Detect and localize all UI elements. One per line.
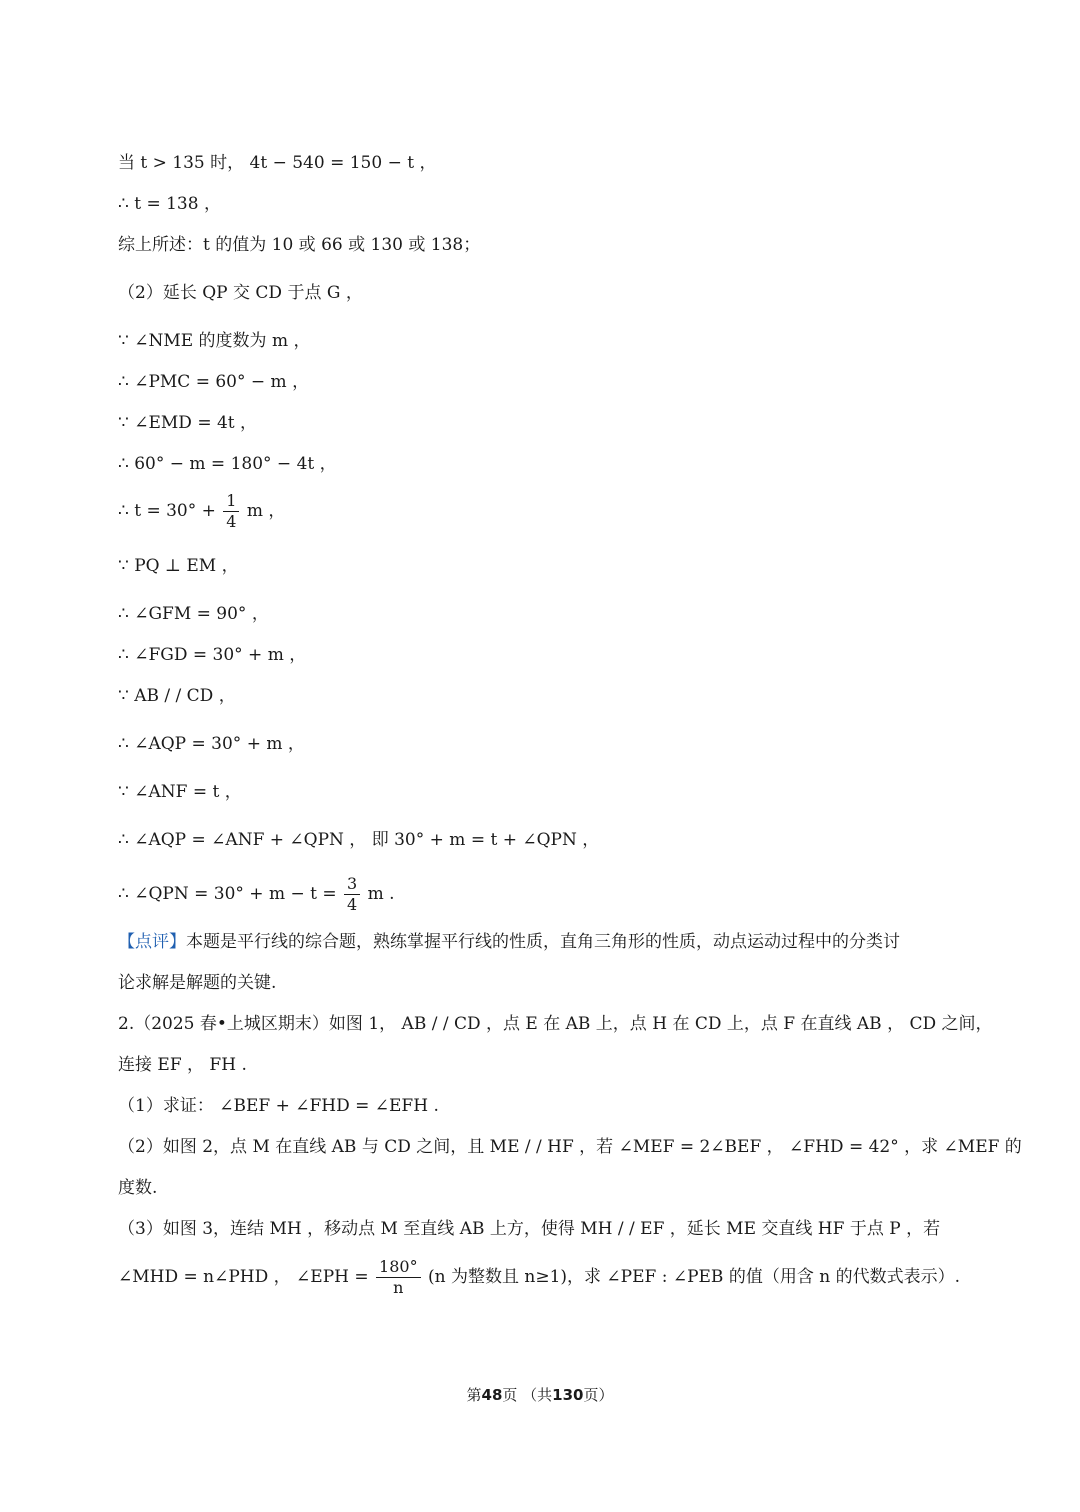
comment-tag: 【点评】 [118,932,186,952]
fraction-numerator: 180° [376,1257,421,1278]
fraction [223,491,239,532]
question-line: 2.（2025 春•上城区期末）如图 1， AB / / CD ，点 E 在 AB 上，点 H 在 CD 上，点 F 在直线 AB ， CD 之间， [118,1014,993,1034]
solution-line: ∵ AB / / CD ， [118,686,236,706]
solution-line: （2）延长 QP 交 CD 于点 G ， [118,283,363,303]
footer-prefix: 第 [466,1386,482,1404]
solution-line: ∵ ∠NME 的度数为 m ， [118,331,311,351]
line-text: ∴ ∠QPN = 30° + m − t = [118,884,337,904]
solution-line: ∵ PQ ⊥ EM ， [118,556,239,576]
fraction-numerator: 1 [223,491,239,512]
solution-line-fraction [118,868,970,920]
fraction [376,1257,421,1298]
question-line: （1）求证： ∠BEF + ∠FHD = ∠EFH . [118,1096,439,1116]
question-line: （2）如图 2，点 M 在直线 AB 与 CD 之间，且 ME / / HF ，若 ∠MEF = 2∠BEF ， ∠FHD = 42° ，求 ∠MEF 的 [118,1137,1022,1157]
comment-text: 本题是平行线的综合题，熟练掌握平行线的性质，直角三角形的性质，动点运动过程中的分类讨 [186,932,900,952]
solution-line: ∵ ∠ANF = t ， [118,782,242,802]
fraction-denominator: 4 [226,512,237,531]
solution-line: ∴ ∠AQP = 30° + m ， [118,734,305,754]
fraction-denominator: n [393,1278,404,1297]
comment-line: 论求解是解题的关键. [118,973,277,993]
question-line: （3）如图 3，连结 MH ，移动点 M 至直线 AB 上方，使得 MH / / EF ，延长 ME 交直线 HF 于点 P ，若 [118,1219,941,1239]
fraction-denominator: 4 [347,895,358,914]
page-footer [0,1384,1080,1406]
fraction-numerator: 3 [344,874,360,895]
solution-line: 综上所述：t 的值为 10 或 66 或 130 或 138； [118,235,481,255]
line-text: m ， [246,501,286,521]
solution-line-fraction [118,485,970,537]
line-text: m . [367,884,395,904]
solution-line: ∵ ∠EMD = 4t ， [118,413,258,433]
fraction [344,874,360,915]
solution-line: ∴ 60° − m = 180° − 4t ， [118,454,337,474]
page-number: 48 [481,1386,503,1404]
solution-line: ∴ ∠AQP = ∠ANF + ∠QPN ， 即 30° + m = t + ∠QPN ， [118,830,600,850]
comment-line [118,929,970,955]
line-text: ∴ t = 30° + [118,501,216,521]
solution-line: ∴ ∠PMC = 60° − m ， [118,372,310,392]
solution-line: ∴ t = 138 ， [118,194,221,214]
question-line-fraction [118,1251,970,1303]
footer-suffix: 页） [583,1386,614,1404]
question-line: 连接 EF ， FH . [118,1055,247,1075]
solution-line: ∴ ∠FGD = 30° + m ， [118,645,307,665]
solution-line: ∴ ∠GFM = 90° ， [118,604,269,624]
total-pages: 130 [552,1386,584,1404]
solution-line: 当 t > 135 时， 4t − 540 = 150 − t ， [118,153,437,173]
line-text: (n 为整数且 n≥1)，求 ∠PEF : ∠PEB 的值（用含 n 的代数式表示）. [427,1267,960,1287]
footer-mid: 页 （共 [502,1386,553,1404]
question-line: 度数. [118,1178,158,1198]
line-text: ∠MHD = n∠PHD ， ∠EPH = [118,1267,369,1287]
